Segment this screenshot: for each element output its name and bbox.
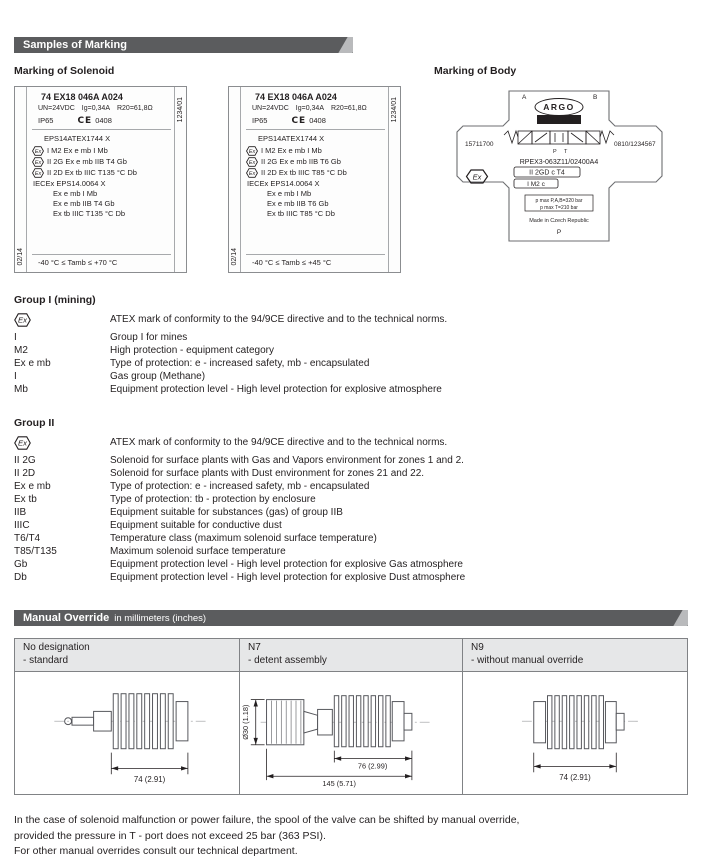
solenoid-model: 74 EX18 046A A024: [255, 92, 337, 102]
notified-body-number: 0408: [95, 116, 112, 125]
override-desc: - standard: [23, 655, 69, 666]
country-of-origin: Made in Czech Republic: [529, 218, 589, 224]
term: II 2D: [14, 468, 36, 479]
ip-ce-row: [246, 116, 385, 126]
label-date-code: 02/14: [231, 248, 238, 266]
body-marking-svg: [456, 90, 663, 242]
term: Ex e mb: [14, 481, 51, 492]
iecex-line: Ex e mb I Mb: [267, 189, 312, 198]
bottom-port-label: P: [556, 229, 562, 236]
iecex-certificate: IECEx EPS14.0064 X: [247, 179, 320, 188]
override-header-standard: [15, 639, 239, 672]
atex-ex-icon: [32, 146, 44, 156]
heading-marking-of-body: Marking of Body: [434, 65, 517, 77]
term-ex-symbol: [14, 313, 110, 331]
marking-headings: [14, 65, 688, 78]
svg-text:Ex: Ex: [248, 148, 256, 155]
definition-row: [14, 313, 688, 331]
override-drawing-n9: [463, 672, 687, 794]
definition: Gas group (Methane): [110, 371, 206, 382]
atex-ex-icon: [32, 168, 44, 178]
definition-row: [14, 519, 688, 532]
definition: Equipment protection level - High level protection for explosive atmosphere: [110, 384, 442, 395]
valve-model-code: RPEX3-063Z11/02400A4: [519, 159, 599, 166]
solenoid-model: 74 EX18 046A A024: [41, 92, 123, 102]
ex-class-2: I M2 c: [527, 181, 545, 188]
override-drawing-n7: [239, 672, 463, 794]
marking-examples-row: [14, 86, 688, 273]
override-name: N9: [471, 642, 484, 653]
iecex-line: Ex e mb I Mb: [53, 189, 98, 198]
atex-line-mining: [32, 146, 171, 156]
atex-ex-icon: [14, 313, 31, 327]
group2-definitions: [14, 436, 688, 584]
term: IIB: [14, 507, 27, 518]
definition-row: [14, 357, 688, 370]
voltage: UN=24VDC: [38, 105, 75, 112]
ce-marking: [77, 116, 111, 126]
term: I: [14, 332, 17, 343]
override-note: [14, 813, 688, 860]
atex-line-text: I M2 Ex e mb I Mb: [261, 145, 322, 155]
section-header-manual-override: [14, 610, 688, 626]
label-right-strip: [388, 87, 400, 272]
atex-ex-icon: [246, 168, 258, 178]
definition: Temperature class (maximum solenoid surface temperature): [110, 533, 377, 544]
resistance: R20=61,8Ω: [116, 105, 153, 112]
atex-ex-icon: [32, 157, 44, 167]
svg-text:Ex: Ex: [34, 148, 42, 155]
term: Db: [14, 572, 27, 583]
term: II 2G: [14, 455, 36, 466]
definition: Solenoid for surface plants with Dust environment for zones 21 and 22.: [110, 468, 425, 479]
max-pressure-pab: p max P,A,B=320 bar: [535, 198, 583, 204]
definition: Equipment suitable for substances (gas) of group IIB: [110, 507, 343, 518]
label-content: [241, 87, 388, 272]
dimension-diameter: Ø30 (1.18): [241, 704, 250, 740]
ex-class-1: II 2GD c T4: [529, 169, 565, 177]
iecex-line: Ex e mb IIB T4 Gb: [53, 199, 115, 208]
atex-ex-icon: [246, 146, 258, 156]
definition: ATEX mark of conformity to the 94/9CE directive and to the technical norms.: [110, 314, 448, 325]
definition: Type of protection: tb - protection by enclosure: [110, 494, 316, 505]
atex-line-dust: [32, 168, 171, 178]
label-content: [27, 87, 174, 272]
solenoid-marking-label-t4: [14, 86, 187, 273]
atex-ex-glyph: Ex: [472, 172, 482, 182]
solenoid-marking-label-t6: [228, 86, 401, 273]
label-serial-code: 1234/01: [391, 97, 398, 123]
manual-override-table: [14, 638, 688, 795]
note-line-3: For other manual overrides consult our technical department.: [14, 845, 298, 857]
definition: Type of protection: e - increased safety, mb - encapsulated: [110, 358, 370, 369]
resistance: R20=61,8Ω: [330, 105, 367, 112]
term: T6/T4: [14, 533, 41, 544]
svg-text:Ex: Ex: [34, 170, 42, 177]
svg-text:Ex: Ex: [248, 159, 256, 166]
label-divider: [246, 129, 385, 130]
definition-row: [14, 383, 688, 396]
term-ex-symbol: [14, 436, 110, 454]
override-name: No designation: [23, 642, 90, 653]
definition: Group I for mines: [110, 332, 188, 343]
current: Ig=0,34A: [295, 105, 324, 112]
label-left-strip: [15, 87, 27, 272]
override-name: N7: [248, 642, 261, 653]
label-serial-code: 1234/01: [177, 97, 184, 123]
iecex-line: Ex tb IIIC T135 °C Db: [53, 209, 126, 218]
atex-line-text: I M2 Ex e mb I Mb: [47, 145, 108, 155]
port-b-label: B: [593, 94, 598, 101]
electrical-ratings: [246, 104, 385, 114]
definition: Type of protection: e - increased safety, mb - encapsulated: [110, 481, 370, 492]
atex-line-gas: [32, 157, 171, 167]
dimension-length: 74 (2.91): [559, 773, 591, 783]
definition-row: [14, 370, 688, 383]
section-title: Manual Override: [23, 612, 110, 624]
definition-row: [14, 558, 688, 571]
dimension-length-1: 76 (2.99): [357, 761, 388, 771]
override-drawing-standard: [15, 672, 239, 794]
label-right-strip: [174, 87, 186, 272]
n9-override-svg: [465, 674, 685, 792]
atex-line-gas: [246, 157, 385, 167]
override-desc: - detent assembly: [248, 655, 327, 666]
term: M2: [14, 345, 28, 356]
label-date-code: 02/14: [17, 248, 24, 266]
definition: ATEX mark of conformity to the 94/9CE directive and to the technical norms.: [110, 437, 448, 448]
dimension-length-2: 145 (5.71): [322, 779, 356, 789]
atex-ex-icon: [246, 157, 258, 167]
current: Ig=0,34A: [81, 105, 110, 112]
definition-row: [14, 480, 688, 493]
term: T85/T135: [14, 546, 57, 557]
notified-body-number: 0408: [309, 116, 326, 125]
ip-rating: IP65: [252, 116, 268, 125]
body-serial-right: 0810/1234567: [614, 141, 656, 148]
definition-row: [14, 331, 688, 344]
heading-marking-of-solenoid: Marking of Solenoid: [14, 65, 115, 77]
iecex-line: Ex tb IIIC T85 °C Db: [267, 209, 335, 218]
iecex-line: Ex e mb IIB T6 Gb: [267, 199, 329, 208]
definition-row: [14, 493, 688, 506]
term: Ex e mb: [14, 358, 51, 369]
body-serial-left: 15711700: [465, 141, 494, 148]
label-divider: [32, 129, 171, 130]
term: Gb: [14, 559, 28, 570]
iecex-certificate: IECEx EPS14.0064 X: [33, 179, 106, 188]
brand-argo: ARGO: [543, 102, 575, 112]
definition-row: [14, 344, 688, 357]
atex-line-mining: [246, 146, 385, 156]
ip-rating: IP65: [38, 116, 54, 125]
atex-line-text: II 2G Ex e mb IIB T4 Gb: [47, 156, 127, 166]
max-pressure-t: p max T=210 bar: [540, 205, 578, 211]
note-line-1: In the case of solenoid malfunction or power failure, the spool of the valve can be shifted by manual override,: [14, 814, 520, 826]
definition-row: [14, 545, 688, 558]
term: Ex tb: [14, 494, 37, 505]
port-t-label: T: [564, 149, 568, 155]
definition: Equipment protection level - High level protection for explosive Gas atmosphere: [110, 559, 463, 570]
voltage: UN=24VDC: [252, 105, 289, 112]
override-header-n7: [239, 639, 463, 672]
atex-line-text: II 2D Ex tb IIIC T85 °C Db: [261, 167, 347, 177]
n7-override-svg: [241, 674, 461, 792]
definition-row: [14, 506, 688, 519]
svg-text:Ex: Ex: [34, 159, 42, 166]
ambient-temperature-range: -40 °C ≤ Tamb ≤ +70 °C: [32, 254, 171, 269]
definition-row: [14, 571, 688, 584]
ip-ce-row: [32, 116, 171, 126]
standard-override-svg: [17, 674, 237, 792]
definition: Equipment suitable for conductive dust: [110, 520, 282, 531]
atex-certificate: EPS14ATEX1744 X: [44, 134, 111, 143]
ce-marking: [291, 116, 325, 126]
group2-title: Group II: [14, 417, 55, 429]
svg-text:Ex: Ex: [17, 315, 28, 325]
term: I: [14, 371, 17, 382]
override-desc: - without manual override: [471, 655, 584, 666]
note-line-2: provided the pressure in T - port does not exceed 25 bar (363 PSI).: [14, 829, 326, 842]
label-left-strip: [229, 87, 241, 272]
svg-text:Ex: Ex: [248, 170, 256, 177]
ce-mark-icon: CE: [77, 116, 93, 126]
definition-row: [14, 532, 688, 545]
ambient-temperature-range: -40 °C ≤ Tamb ≤ +45 °C: [246, 254, 385, 269]
svg-text:Ex: Ex: [17, 438, 28, 448]
section-title: Samples of Marking: [23, 39, 127, 51]
definition: Maximum solenoid surface temperature: [110, 546, 286, 557]
group1-definitions: [14, 313, 688, 396]
definition-row: [14, 467, 688, 480]
override-header-n9: [463, 639, 687, 672]
term: IIIC: [14, 520, 30, 531]
definition: Equipment protection level - High level protection for explosive Dust atmosphere: [110, 572, 466, 583]
section-header-samples-of-marking: [14, 37, 353, 53]
section-units: in millimeters (inches): [114, 613, 207, 624]
definition-row: [14, 436, 688, 454]
dimension-length: 74 (2.91): [133, 775, 166, 785]
port-p-label: P: [553, 149, 557, 155]
valve-body-marking-drawing: [456, 90, 663, 247]
port-a-label: A: [522, 94, 527, 101]
term: Mb: [14, 384, 28, 395]
electrical-ratings: [32, 104, 171, 114]
definition: High protection - equipment category: [110, 345, 274, 356]
atex-line-text: II 2D Ex tb IIIC T135 °C Db: [47, 167, 137, 177]
atex-ex-icon: [14, 436, 31, 450]
brand-hytos: HYTOS: [543, 117, 575, 124]
atex-line-text: II 2G Ex e mb IIB T6 Gb: [261, 156, 341, 166]
atex-certificate: EPS14ATEX1744 X: [258, 134, 325, 143]
atex-line-dust: [246, 168, 385, 178]
definition-row: [14, 454, 688, 467]
definition: Solenoid for surface plants with Gas and Vapors environment for zones 1 and 2.: [110, 455, 464, 466]
ce-mark-icon: CE: [291, 116, 307, 126]
group1-title: Group I (mining): [14, 294, 96, 306]
